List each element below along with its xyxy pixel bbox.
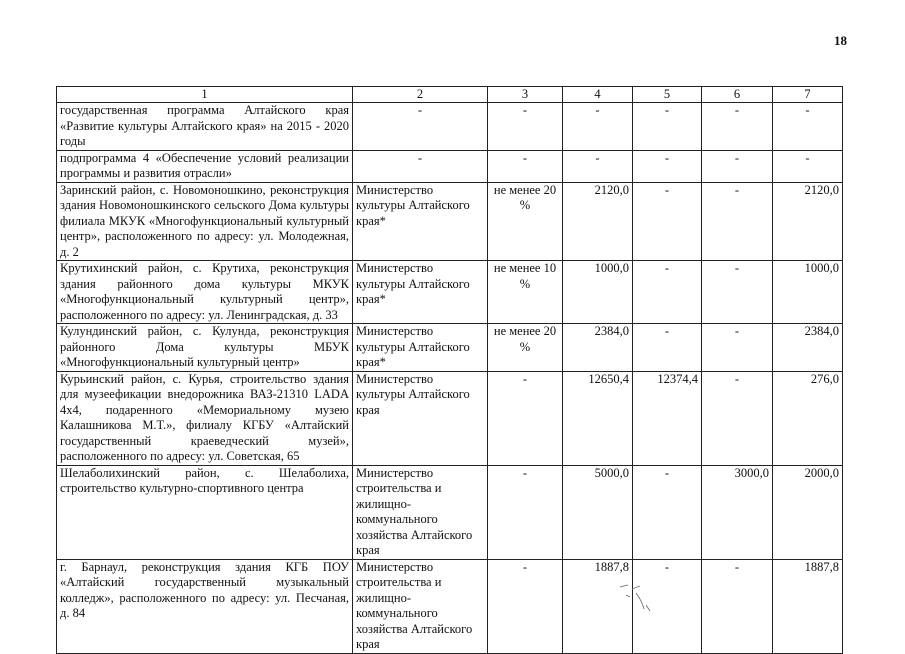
column-header-1: 1 [57,87,353,103]
row-local: - [702,324,773,372]
row-name: Кулундинский район, с. Кулунда, реконструкция районного Дома культуры МБУК «Многофункциональный культурный центр» [57,324,353,372]
row-name: подпрограмма 4 «Обеспечение условий реализации программы и развития отрасли» [57,150,353,182]
row-total: - [563,150,633,182]
row-local: - [702,559,773,653]
row-federal: - [633,182,702,261]
row-share: не менее 20 % [488,324,563,372]
row-name: Шелаболихинский район, с. Шелаболиха, строительство культурно-спортивного центра [57,465,353,559]
row-name: Курьинский район, с. Курья, строительство здания для музеефикации внедорожника ВАЗ-21310 LADA 4x4, подаренного «Мемориальному музею Калашникова М.Т.», филиалу КГБУ «Алтайский государственный краеведческий музей», расположенного по адресу: ул. Советская, 65 [57,371,353,465]
column-header-3: 3 [488,87,563,103]
row-federal: - [633,559,702,653]
row-total: 2120,0 [563,182,633,261]
table-row [57,465,843,559]
row-local: - [702,182,773,261]
row-share: не менее 20 % [488,182,563,261]
row-total: 2384,0 [563,324,633,372]
row-local: - [702,150,773,182]
table-row [57,559,843,653]
row-regional: 1000,0 [773,261,843,324]
header-row [57,87,843,103]
row-federal: 12374,4 [633,371,702,465]
column-header-5: 5 [633,87,702,103]
table-row [57,324,843,372]
row-total: 5000,0 [563,465,633,559]
row-share: - [488,371,563,465]
row-regional: 276,0 [773,371,843,465]
row-total: 1000,0 [563,261,633,324]
row-organization: - [353,103,488,151]
column-header-4: 4 [563,87,633,103]
column-header-7: 7 [773,87,843,103]
row-organization: Министерство культуры Алтайского края [353,371,488,465]
table-row [57,182,843,261]
pen-mark-scribble [618,583,658,613]
table-row [57,261,843,324]
row-share: - [488,103,563,151]
column-header-2: 2 [353,87,488,103]
row-federal: - [633,103,702,151]
row-regional: - [773,103,843,151]
table-row [57,103,843,151]
row-local: - [702,371,773,465]
row-total: 1887,8 [563,559,633,653]
row-regional: 2000,0 [773,465,843,559]
row-organization: Министерство строительства и жилищно-коммунального хозяйства Алтайского края [353,559,488,653]
column-header-6: 6 [702,87,773,103]
row-name: г. Барнаул, реконструкция здания КГБ ПОУ «Алтайский государственный музыкальный колледж», расположенного по адресу: ул. Песчаная, д. 84 [57,559,353,653]
table-row [57,150,843,182]
program-table [56,86,843,654]
row-name: Заринский район, с. Новомоношкино, реконструкция здания Новомоношкинского сельского Дома культуры филиала МКУК «Многофункциональный культурный центр», расположенного по адресу: ул. Молодежная, д. 2 [57,182,353,261]
row-federal: - [633,324,702,372]
row-regional: 2384,0 [773,324,843,372]
row-organization: Министерство строительства и жилищно-коммунального хозяйства Алтайского края [353,465,488,559]
row-total: - [563,103,633,151]
row-organization: Министерство культуры Алтайского края* [353,261,488,324]
row-share: - [488,150,563,182]
row-organization: - [353,150,488,182]
row-federal: - [633,261,702,324]
row-share: - [488,465,563,559]
row-regional: 2120,0 [773,182,843,261]
row-organization: Министерство культуры Алтайского края* [353,324,488,372]
table-row [57,371,843,465]
row-organization: Министерство культуры Алтайского края* [353,182,488,261]
row-share: не менее 10 % [488,261,563,324]
row-federal: - [633,465,702,559]
row-name: Крутихинский район, с. Крутиха, реконструкция здания районного дома культуры МКУК «Многофункциональный культурный центр», расположенного по адресу: ул. Ленинградская, д. 33 [57,261,353,324]
row-share: - [488,559,563,653]
row-regional: 1887,8 [773,559,843,653]
row-federal: - [633,150,702,182]
row-local: 3000,0 [702,465,773,559]
page-number: 18 [834,33,847,48]
row-total: 12650,4 [563,371,633,465]
row-name: государственная программа Алтайского края «Развитие культуры Алтайского края» на 2015 - 2020 годы [57,103,353,151]
row-regional: - [773,150,843,182]
row-local: - [702,103,773,151]
row-local: - [702,261,773,324]
